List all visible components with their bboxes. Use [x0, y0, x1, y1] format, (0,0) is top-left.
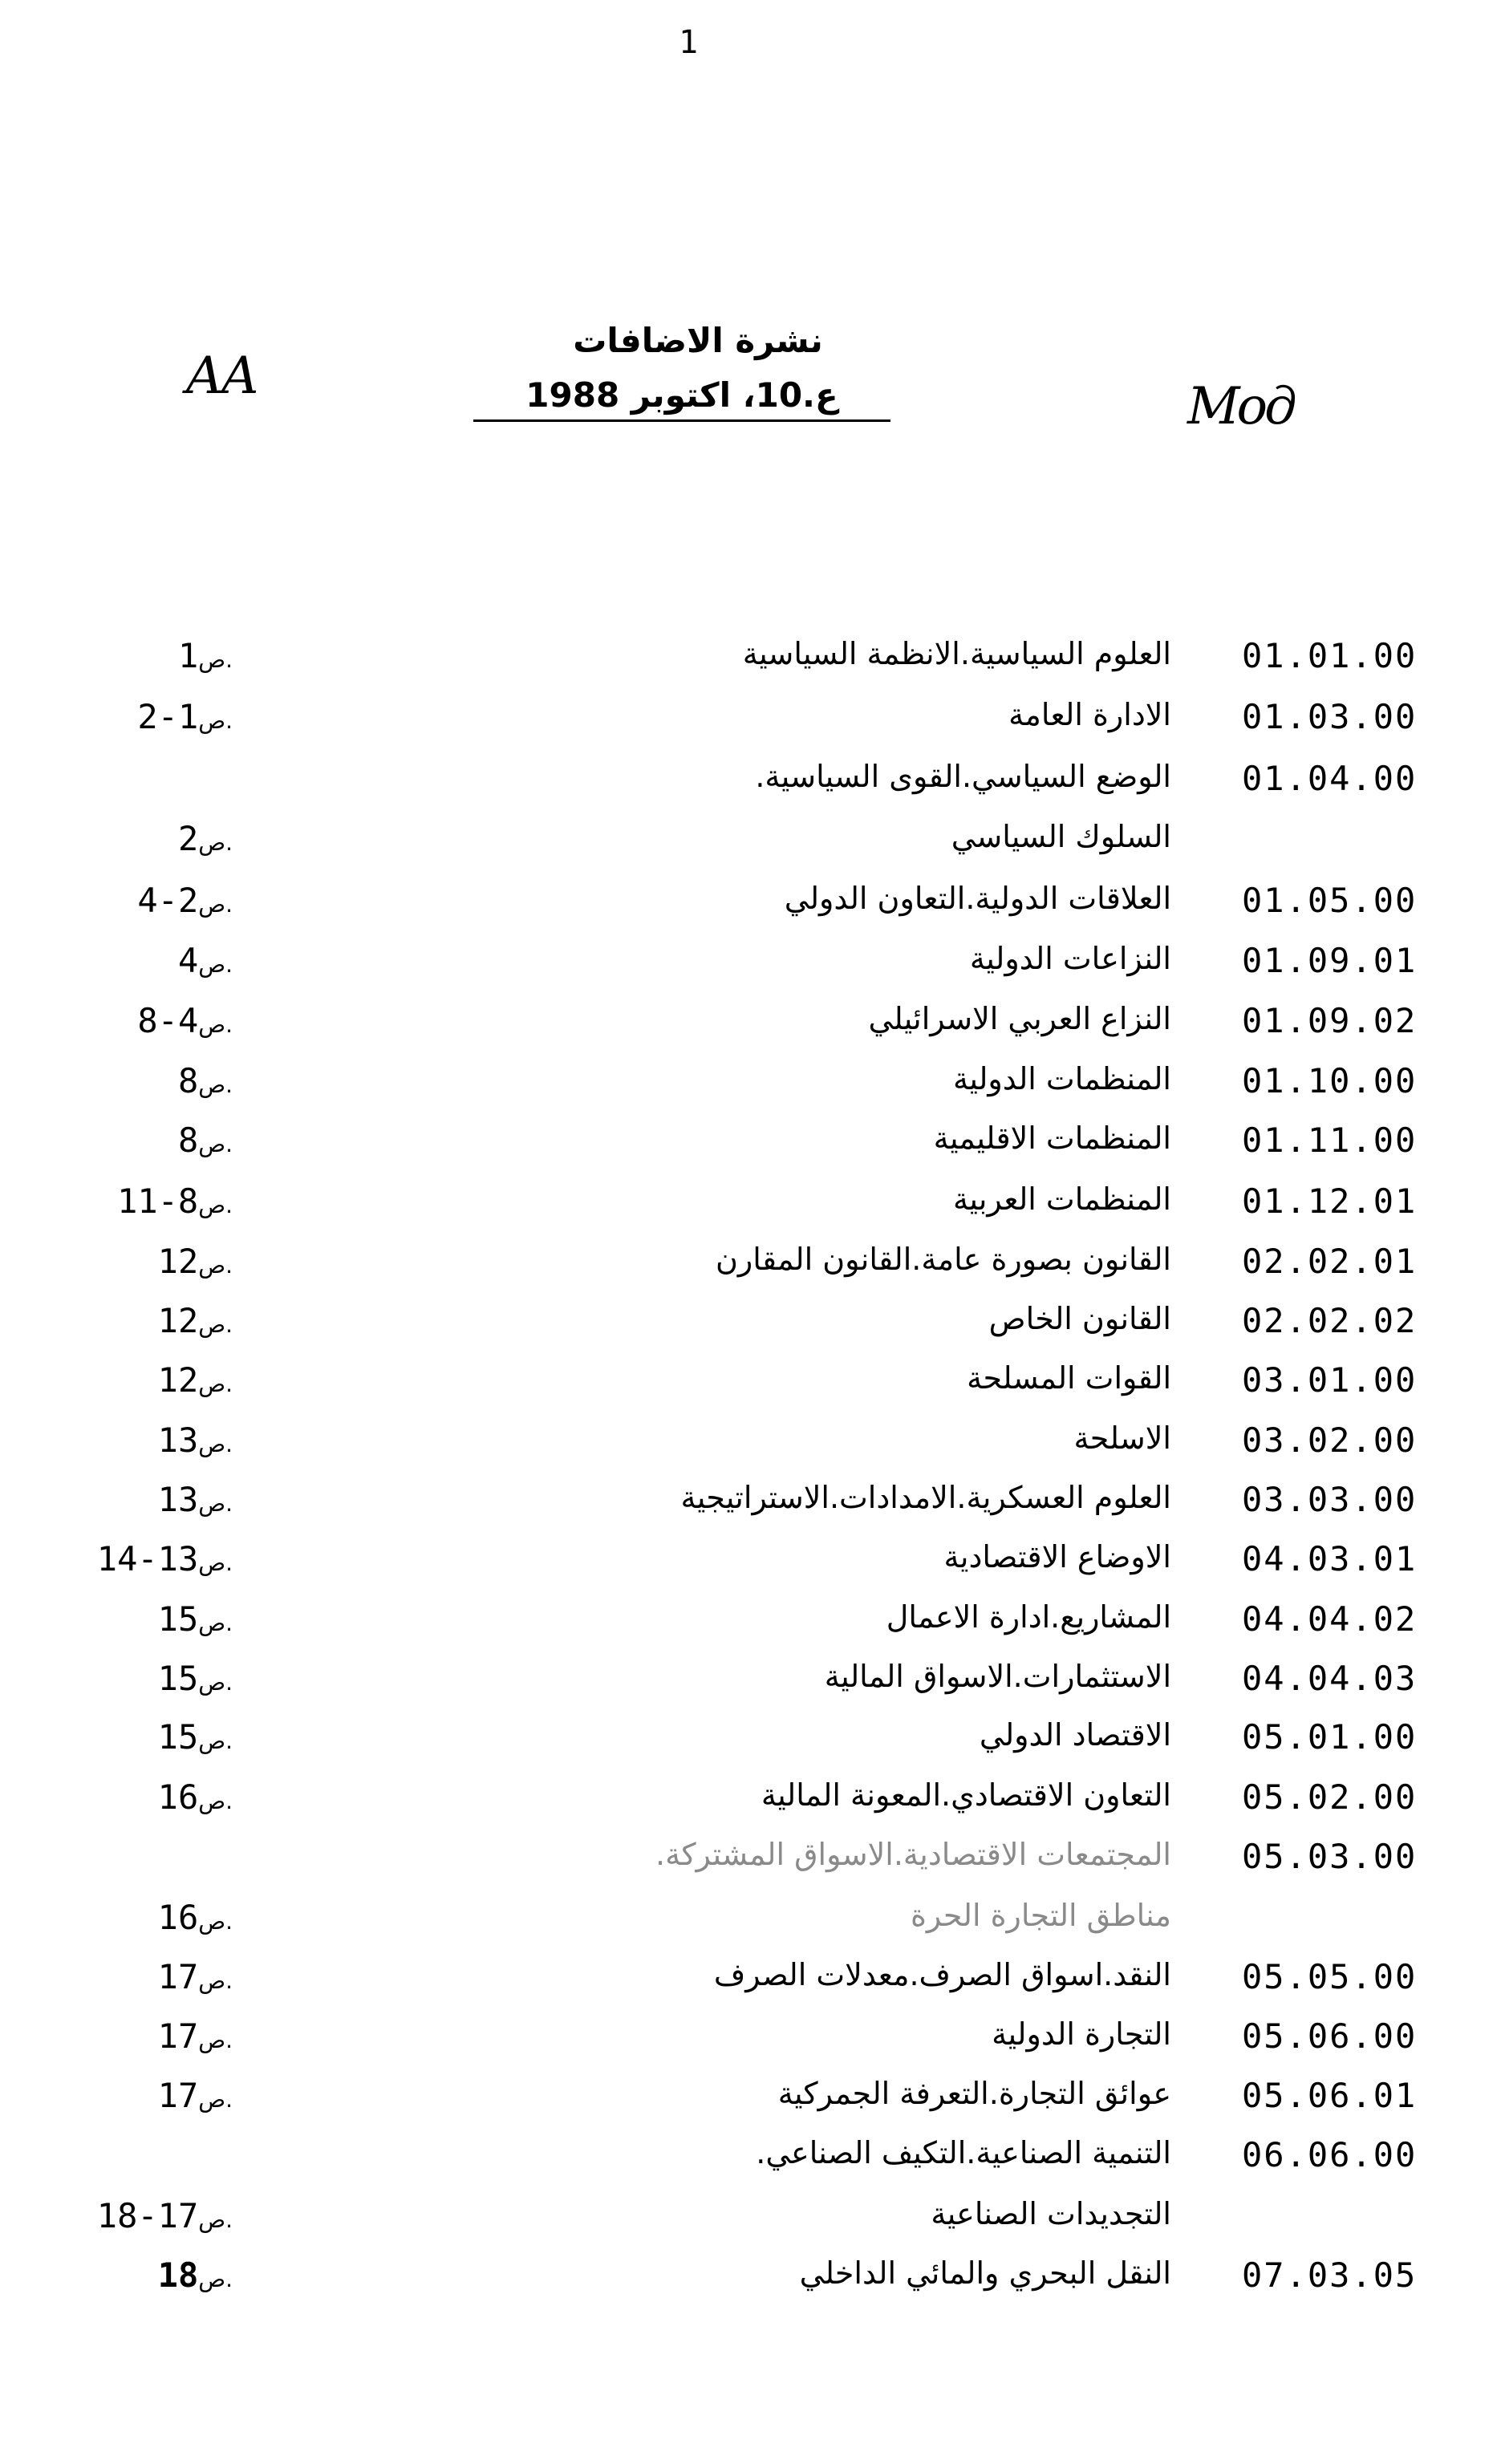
- entry-page-prefix: ص.: [198, 646, 233, 673]
- entry-title: النقل البحري والمائي الداخلي: [799, 2255, 1171, 2291]
- handwritten-annotation-left: AA: [186, 346, 258, 406]
- entry-pages: [32, 1599, 233, 1639]
- entry-page-prefix: ص.: [198, 1311, 233, 1338]
- entry-code: 05.06.01: [1242, 2076, 1418, 2115]
- entry-page-range: 15: [157, 1717, 199, 1757]
- entry-pages: [32, 697, 233, 736]
- entry-page-range: 11-8: [117, 1181, 199, 1221]
- entry-title: مناطق التجارة الحرة: [910, 1898, 1171, 1933]
- entry-pages: [32, 1480, 233, 1519]
- entry-page-range: 12: [157, 1242, 199, 1281]
- entry-title: المنظمات الدولية: [953, 1061, 1171, 1096]
- entry-page-prefix: ص.: [198, 2086, 233, 2113]
- entry-page-prefix: ص.: [198, 951, 233, 978]
- entry-page-prefix: ص.: [198, 1908, 233, 1935]
- entry-page-range: 15: [157, 1599, 199, 1639]
- entry-row: [0, 1001, 1505, 1049]
- entry-code: 01.10.00: [1242, 1061, 1418, 1100]
- entry-row: [0, 1181, 1505, 1230]
- entry-pages: [32, 1061, 233, 1100]
- entry-row: [0, 1360, 1505, 1408]
- entry-row: [0, 2016, 1505, 2065]
- entry-page-range: 12: [157, 1360, 199, 1400]
- entry-row: [0, 1061, 1505, 1109]
- entry-row: [0, 819, 1505, 867]
- entry-row: [0, 1121, 1505, 1169]
- entry-pages: [32, 881, 233, 920]
- entry-code: 01.01.00: [1242, 636, 1418, 675]
- entry-title: التجديدات الصناعية: [931, 2196, 1171, 2231]
- entry-row: [0, 1480, 1505, 1528]
- entry-code: 05.02.00: [1242, 1777, 1418, 1817]
- entry-pages: [32, 636, 233, 675]
- entry-page-prefix: ص.: [198, 707, 233, 734]
- entry-pages: [32, 1898, 233, 1937]
- entry-page-range: 13: [157, 1420, 199, 1460]
- entry-code: 02.02.02: [1242, 1301, 1418, 1340]
- entry-page-prefix: ص.: [198, 2266, 233, 2292]
- entry-title: الوضع السياسي.القوى السياسية.: [755, 759, 1171, 794]
- entry-page-prefix: ص.: [198, 1728, 233, 1754]
- entry-page-range: 18-17: [96, 2196, 199, 2235]
- entry-title: الاسلحة: [1073, 1420, 1171, 1456]
- entry-title: الاقتصاد الدولي: [979, 1717, 1171, 1753]
- entry-page-prefix: ص.: [198, 1072, 233, 1098]
- entry-title: القانون الخاص: [988, 1301, 1171, 1336]
- entry-code: 01.12.01: [1242, 1181, 1418, 1221]
- entry-page-prefix: ص.: [198, 829, 233, 856]
- entry-code: 01.09.01: [1242, 941, 1418, 980]
- entry-code: 01.04.00: [1242, 759, 1418, 798]
- entry-title: المنظمات الاقليمية: [933, 1121, 1171, 1156]
- bulletin-issue: ع.10، اكتوبر 1988: [473, 375, 890, 422]
- entry-pages: [32, 1242, 233, 1281]
- entry-page-prefix: ص.: [198, 1550, 233, 1576]
- entry-code: 02.02.01: [1242, 1242, 1418, 1281]
- entry-row: [0, 2135, 1505, 2183]
- entry-page-range: 14-13: [96, 1539, 199, 1578]
- entry-code: 07.03.05: [1242, 2255, 1418, 2295]
- entry-code: 03.02.00: [1242, 1420, 1418, 1460]
- entry-page-prefix: ص.: [198, 1011, 233, 1038]
- entry-pages: [32, 1121, 233, 1160]
- entry-code: 04.04.02: [1242, 1599, 1418, 1639]
- entry-page-prefix: ص.: [198, 891, 233, 918]
- entry-page-prefix: ص.: [198, 1490, 233, 1517]
- entry-page-range: 18: [157, 2255, 199, 2295]
- entry-pages: [32, 2255, 233, 2295]
- entry-page-range: 17: [157, 1957, 199, 1996]
- bulletin-title: نشرة الاضافات: [573, 321, 823, 360]
- entry-row: [0, 1659, 1505, 1707]
- entry-row: [0, 697, 1505, 745]
- entry-title: العلوم العسكرية.الامدادات.الاستراتيجية: [680, 1480, 1171, 1515]
- entry-page-range: 8: [177, 1121, 199, 1160]
- entry-pages: [32, 2016, 233, 2056]
- entry-row: [0, 1599, 1505, 1647]
- entry-pages: [32, 1957, 233, 1996]
- entry-title: النقد.اسواق الصرف.معدلات الصرف: [713, 1957, 1171, 1992]
- entry-page-range: 17: [157, 2076, 199, 2115]
- page-number: 1: [678, 24, 699, 61]
- handwritten-annotation-right: Мод: [1187, 377, 1294, 436]
- entry-pages: [32, 819, 233, 858]
- entry-page-prefix: ص.: [198, 2027, 233, 2053]
- entry-title: القانون بصورة عامة.القانون المقارن: [716, 1242, 1171, 1277]
- entry-page-range: 15: [157, 1659, 199, 1698]
- entry-title: القوات المسلحة: [967, 1360, 1171, 1396]
- entry-page-prefix: ص.: [198, 1131, 233, 1157]
- entry-pages: [32, 1539, 233, 1578]
- entry-page-prefix: ص.: [198, 1610, 233, 1636]
- entry-row: [0, 2255, 1505, 2304]
- entry-page-prefix: ص.: [198, 1669, 233, 1696]
- entry-page-prefix: ص.: [198, 1371, 233, 1397]
- entry-title: النزاع العربي الاسرائيلي: [868, 1001, 1171, 1036]
- entry-page-range: 8: [177, 1061, 199, 1100]
- entry-row: [0, 759, 1505, 807]
- entry-row: [0, 1837, 1505, 1885]
- entry-pages: [32, 1659, 233, 1698]
- entry-row: [0, 636, 1505, 684]
- entry-title: الادارة العامة: [1008, 697, 1171, 732]
- entry-page-prefix: ص.: [198, 2207, 233, 2233]
- entry-page-range: 2-1: [137, 697, 199, 736]
- entry-title: التعاون الاقتصادي.المعونة المالية: [761, 1777, 1171, 1813]
- entry-title: المجتمعات الاقتصادية.الاسواق المشتركة.: [655, 1837, 1171, 1872]
- entry-pages: [32, 941, 233, 980]
- entry-title: التجارة الدولية: [992, 2016, 1171, 2052]
- entry-title: المشاريع.ادارة الاعمال: [886, 1599, 1171, 1635]
- entry-code: 05.01.00: [1242, 1717, 1418, 1757]
- entry-code: 03.03.00: [1242, 1480, 1418, 1519]
- entry-title: الاستثمارات.الاسواق المالية: [824, 1659, 1171, 1694]
- entry-pages: [32, 1360, 233, 1400]
- entry-code: 03.01.00: [1242, 1360, 1418, 1400]
- entry-code: 05.05.00: [1242, 1957, 1418, 1996]
- entry-page-range: 16: [157, 1898, 199, 1937]
- entry-title: السلوك السياسي: [951, 819, 1171, 854]
- entry-title: التنمية الصناعية.التكيف الصناعي.: [756, 2135, 1171, 2170]
- entry-row: [0, 2196, 1505, 2244]
- entry-row: [0, 1242, 1505, 1290]
- entry-row: [0, 1420, 1505, 1469]
- entry-code: 01.11.00: [1242, 1121, 1418, 1160]
- entry-title: الاوضاع الاقتصادية: [943, 1539, 1171, 1574]
- entry-code: 01.05.00: [1242, 881, 1418, 920]
- entry-row: [0, 1717, 1505, 1765]
- entry-pages: [32, 2076, 233, 2115]
- entry-page-range: 12: [157, 1301, 199, 1340]
- entry-page-range: 8-4: [137, 1001, 199, 1040]
- entry-code: 06.06.00: [1242, 2135, 1418, 2174]
- entry-pages: [32, 1717, 233, 1757]
- entry-page-range: 4: [177, 941, 199, 980]
- entry-title: عوائق التجارة.التعرفة الجمركية: [777, 2076, 1171, 2111]
- entry-row: [0, 1301, 1505, 1349]
- entry-title: العلاقات الدولية.التعاون الدولي: [784, 881, 1171, 916]
- entry-pages: [32, 1181, 233, 1221]
- entry-title: النزاعات الدولية: [969, 941, 1171, 976]
- entry-code: 05.03.00: [1242, 1837, 1418, 1876]
- entry-page-range: 13: [157, 1480, 199, 1519]
- entry-pages: [32, 1777, 233, 1817]
- entry-page-range: 2: [177, 819, 199, 858]
- entry-row: [0, 941, 1505, 989]
- entry-title: المنظمات العربية: [953, 1181, 1171, 1217]
- entry-code: 05.06.00: [1242, 2016, 1418, 2056]
- entry-row: [0, 1777, 1505, 1826]
- entry-page-prefix: ص.: [198, 1192, 233, 1218]
- entry-title: العلوم السياسية.الانظمة السياسية: [742, 636, 1171, 671]
- entry-page-prefix: ص.: [198, 1431, 233, 1457]
- entry-code: 01.03.00: [1242, 697, 1418, 736]
- entry-pages: [32, 1420, 233, 1460]
- entry-pages: [32, 2196, 233, 2235]
- entry-page-prefix: ص.: [198, 1788, 233, 1814]
- entry-code: 01.09.02: [1242, 1001, 1418, 1040]
- entry-page-range: 1: [177, 636, 199, 675]
- entry-row: [0, 881, 1505, 929]
- entry-pages: [32, 1301, 233, 1340]
- entry-page-range: 4-2: [137, 881, 199, 920]
- entry-row: [0, 2076, 1505, 2124]
- entry-page-range: 16: [157, 1777, 199, 1817]
- entry-code: 04.03.01: [1242, 1539, 1418, 1578]
- entry-page-prefix: ص.: [198, 1252, 233, 1279]
- entry-code: 04.04.03: [1242, 1659, 1418, 1698]
- entry-row: [0, 1898, 1505, 1946]
- entry-row: [0, 1539, 1505, 1587]
- entry-pages: [32, 1001, 233, 1040]
- entry-page-range: 17: [157, 2016, 199, 2056]
- entry-page-prefix: ص.: [198, 1968, 233, 1994]
- entry-row: [0, 1957, 1505, 2005]
